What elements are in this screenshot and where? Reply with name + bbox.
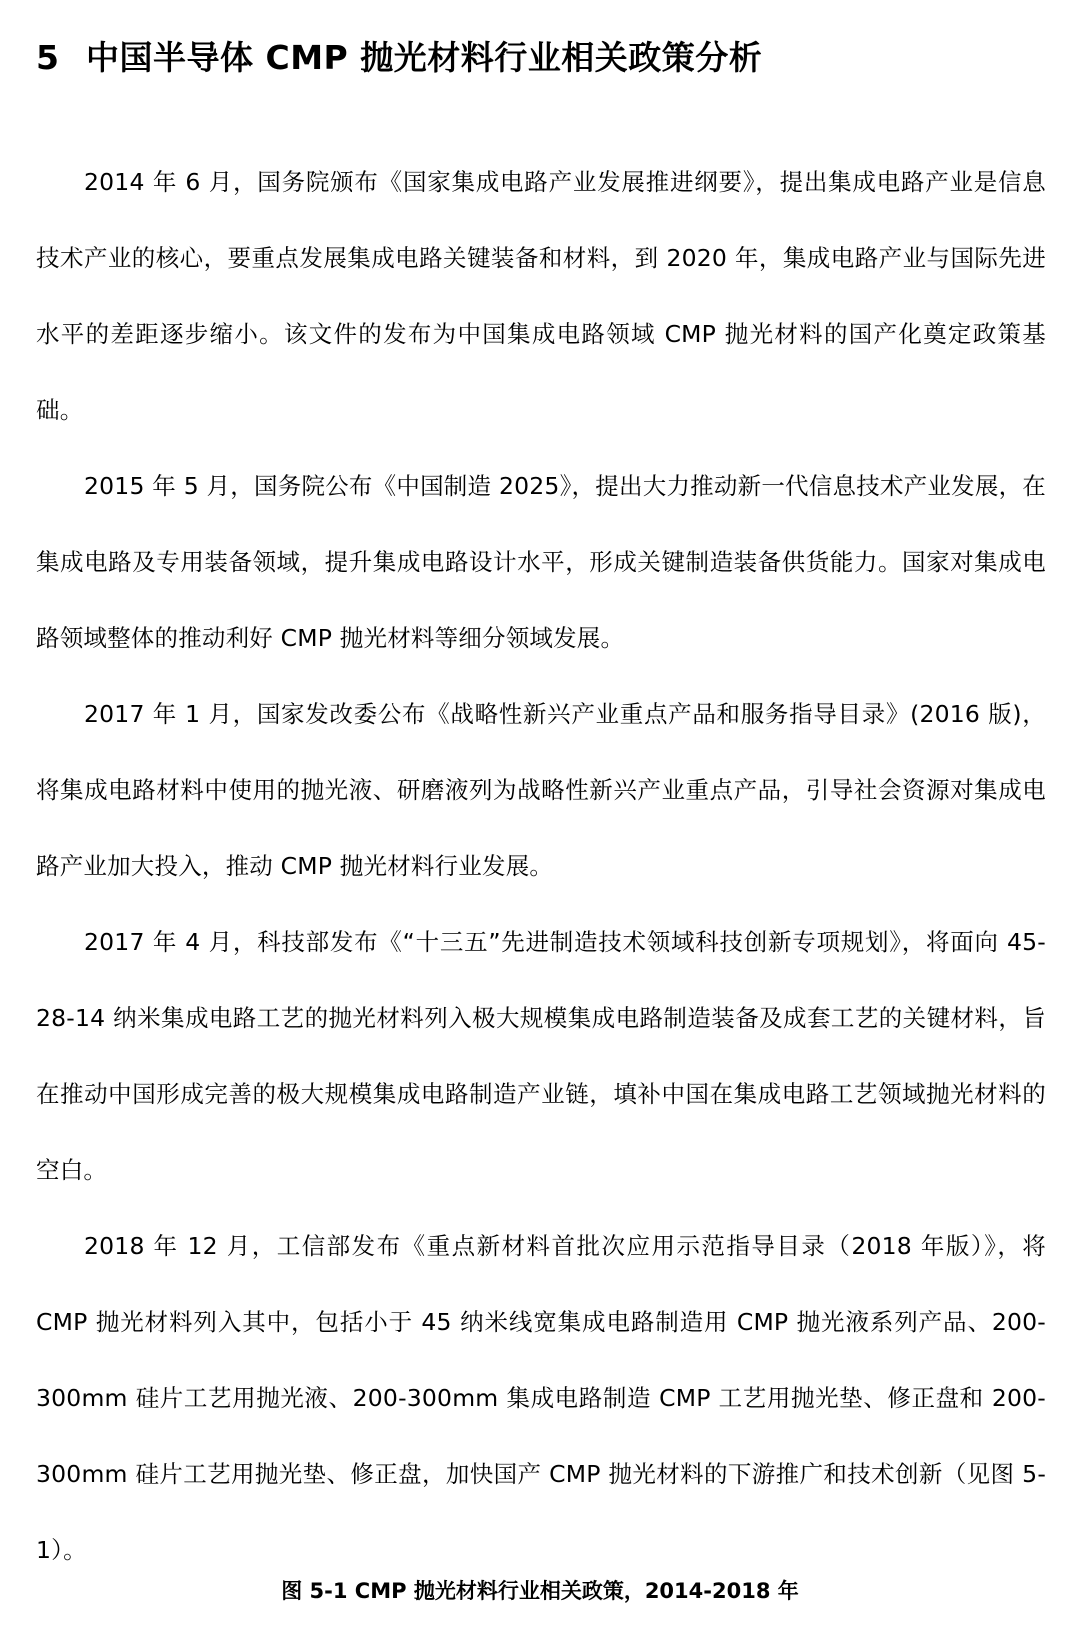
paragraph-2017-jan-policy: 2017 年 1 月，国家发改委公布《战略性新兴产业重点产品和服务指导目录》(2016 版)，将集成电路材料中使用的抛光液、研磨液列为战略性新兴产业重点产品，引导社会资源对集成电路产业加大投入，推动 CMP 抛光材料行业发展。: [36, 700, 1046, 880]
section-number: 5: [36, 38, 60, 77]
body-text: [36, 144, 1046, 1588]
paragraph-2014-policy: 2014 年 6 月，国务院颁布《国家集成电路产业发展推进纲要》，提出集成电路产业是信息技术产业的核心，要重点发展集成电路关键装备和材料，到 2020 年，集成电路产业与国际先进水平的差距逐步缩小。该文件的发布为中国集成电路领域 CMP 抛光材料的国产化奠定政策基础。: [36, 168, 1046, 424]
section-title: 中国半导体 CMP 抛光材料行业相关政策分析: [86, 38, 763, 77]
figure-caption: 图 5-1 CMP 抛光材料行业相关政策，2014-2018 年: [281, 1579, 799, 1603]
section-heading: [36, 30, 762, 86]
paragraph-2017-apr-policy: 2017 年 4 月，科技部发布《“十三五”先进制造技术领域科技创新专项规划》，将面向 45-28-14 纳米集成电路工艺的抛光材料列入极大规模集成电路制造装备及成套工艺的关键材料，旨在推动中国形成完善的极大规模集成电路制造产业链，填补中国在集成电路工艺领域抛光材料的空白。: [36, 928, 1046, 1184]
paragraph-2015-policy: 2015 年 5 月，国务院公布《中国制造 2025》，提出大力推动新一代信息技术产业发展，在集成电路及专用装备领域，提升集成电路设计水平，形成关键制造装备供货能力。国家对集成电路领域整体的推动利好 CMP 抛光材料等细分领域发展。: [36, 472, 1046, 652]
paragraph-2018-policy: 2018 年 12 月，工信部发布《重点新材料首批次应用示范指导目录（2018 年版）》，将 CMP 抛光材料列入其中，包括小于 45 纳米线宽集成电路制造用 CMP 抛光液系列产品、200-300mm 硅片工艺用抛光液、200-300mm 集成电路制造 CMP 工艺用抛光垫、修正盘和 200-300mm 硅片工艺用抛光垫、修正盘，加快国产 CMP 抛光材料的下游推广和技术创新（见图 5-1）。: [36, 1232, 1046, 1564]
